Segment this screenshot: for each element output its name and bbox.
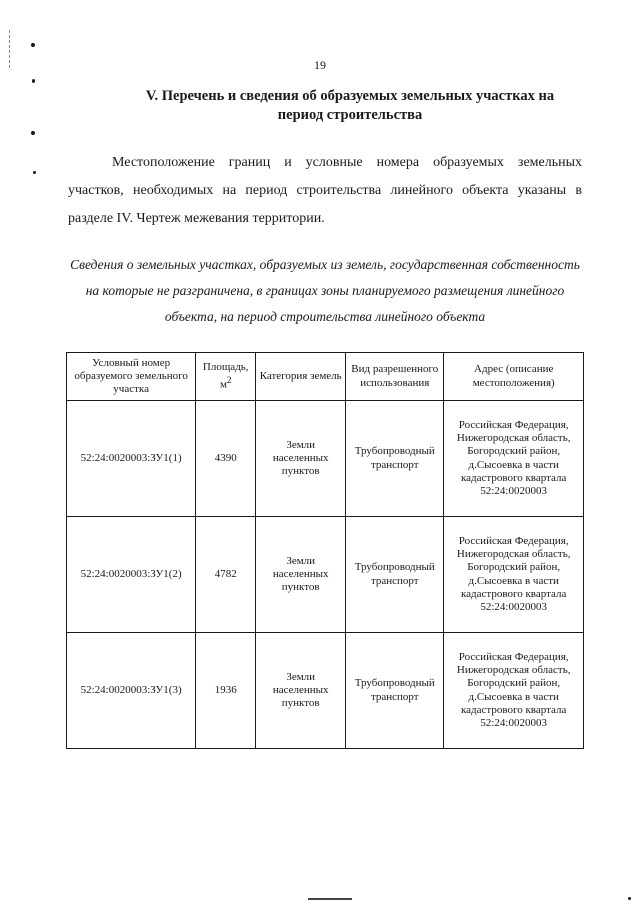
- section-heading: [60, 87, 640, 125]
- header-category: Категория земель: [256, 353, 346, 401]
- heading-line-1: V. Перечень и сведения об образуемых земельных участках на: [145, 88, 555, 104]
- header-area-label: Площадь,: [202, 360, 249, 373]
- table-header-row: [67, 353, 584, 401]
- scan-dot: [33, 171, 36, 174]
- cell-area: 4390: [196, 401, 256, 517]
- cell-area: 4782: [196, 517, 256, 633]
- cell-category: Земли населенных пунктов: [256, 517, 346, 633]
- scan-dot: [32, 79, 35, 83]
- cell-area: 1936: [196, 633, 256, 749]
- cell-category: Земли населенных пунктов: [256, 633, 346, 749]
- cell-plot-number: 52:24:0020003:ЗУ1(2): [67, 517, 196, 633]
- intro-paragraph: [68, 149, 582, 233]
- cell-plot-number: 52:24:0020003:ЗУ1(3): [67, 633, 196, 749]
- header-permitted-use: Вид разрешенного использования: [346, 353, 444, 401]
- scan-dot: [628, 897, 631, 900]
- cell-plot-number: 52:24:0020003:ЗУ1(1): [67, 401, 196, 517]
- cell-permitted-use: Трубопроводный транспорт: [346, 401, 444, 517]
- table-row: [67, 517, 584, 633]
- intro-rest: участков, необходимых на период строительства линейного объекта указаны в разделе IV. Чертеж межевания территории.: [68, 183, 582, 226]
- header-plot-number: Условный номер образуемого земельного участка: [67, 353, 196, 401]
- page-number: 19: [314, 58, 326, 72]
- table-caption: Сведения о земельных участках, образуемых из земель, государственная собственность на которые не разграничена, в границах зоны планируемого размещения линейного объекта, на период строительства линейного объекта: [70, 257, 580, 324]
- intro-first-line: Местоположение границ и условные номера образуемых земельных: [112, 155, 582, 170]
- header-area: [196, 353, 256, 401]
- land-plots-table: [66, 352, 584, 749]
- cell-address: Российская Федерация, Нижегородская область, Богородский район, д.Сысоевка в части кадастрового квартала 52:24:0020003: [444, 633, 584, 749]
- cell-address: Российская Федерация, Нижегородская область, Богородский район, д.Сысоевка в части кадастрового квартала 52:24:0020003: [444, 517, 584, 633]
- header-address: Адрес (описание местоположения): [444, 353, 584, 401]
- header-area-unit: м: [219, 378, 227, 391]
- scan-dot: [31, 131, 35, 135]
- bottom-scan-mark: [308, 898, 352, 900]
- scan-dot: [31, 43, 35, 47]
- cell-permitted-use: Трубопроводный транспорт: [346, 517, 444, 633]
- cell-permitted-use: Трубопроводный транспорт: [346, 633, 444, 749]
- heading-line-2: период строительства: [277, 107, 423, 123]
- header-area-sup: 2: [226, 375, 232, 386]
- table-row: [67, 401, 584, 517]
- cell-category: Земли населенных пунктов: [256, 401, 346, 517]
- cell-address: Российская Федерация, Нижегородская область, Богородский район, д.Сысоевка в части кадастрового квартала 52:24:0020003: [444, 401, 584, 517]
- table-row: [67, 633, 584, 749]
